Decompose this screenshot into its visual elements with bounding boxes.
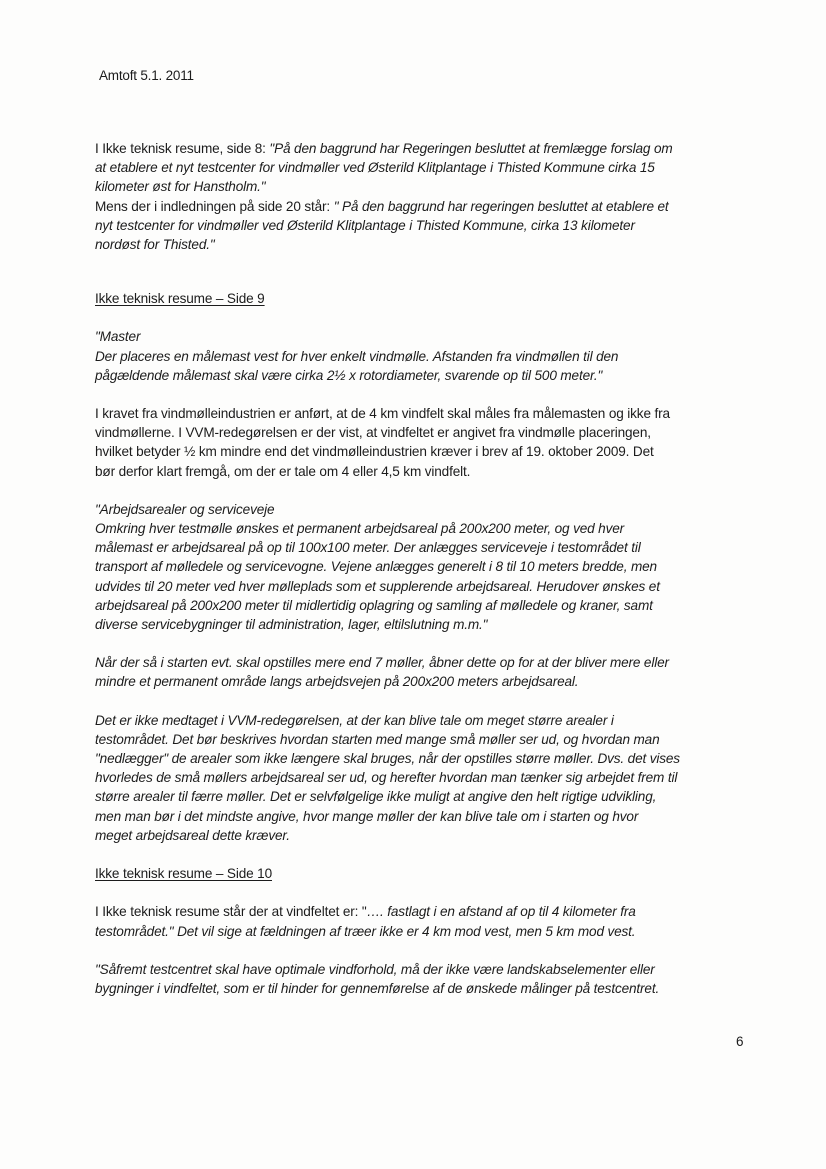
lead-text: Mens der i indledningen på side 20 står:: [95, 198, 334, 214]
document-body: [95, 139, 755, 998]
quote-line: Omkring hver testmølle ønskes et permanent arbejdsareal på 200x200 meter, og ved hver: [95, 521, 625, 537]
quote-text: …. fastlagt i en afstand af op til 4 kilometer fra: [366, 904, 636, 920]
text-line: hvorledes de små møllers arbejdsareal ser ud, og herefter hvordan man tænker sig arbejdet frem til: [95, 770, 678, 786]
page-number: 6: [736, 1034, 744, 1049]
quote-text: testområdet.": [95, 923, 174, 939]
text-line: I kravet fra vindmølleindustrien er anført, at de 4 km vindfelt skal måles fra målemasten og ikke fra: [95, 406, 670, 422]
text-line: større arealer til færre møller. Det er selvfølgelige ikke muligt at angive den helt rigtige udvikling,: [95, 789, 657, 805]
quote-line: at etablere et nyt testcenter for vindmøller ved Østerild Klitplantage i Thisted Kommune cirka 15: [95, 160, 655, 176]
text-line: testområdet. Det bør beskrives hvordan starten med mange små møller ser ud, og hvordan man: [95, 731, 660, 747]
quote-line: kilometer øst for Hanstholm.": [95, 179, 266, 195]
lead-text: I Ikke teknisk resume, side 8:: [95, 141, 270, 156]
paragraph-vindfelt: [95, 404, 755, 481]
quote-master: [95, 327, 755, 385]
quote-line: arbejdsareal på 200x200 meter til midlertidig oplagring og samling af mølledele og kraner, samt: [95, 597, 653, 613]
text-line: vindmøllerne. I VVM-redegørelsen er der vist, at vindfeltet er angivet fra vindmølle placeringen,: [95, 425, 651, 441]
text-line: "nedlægger" de arealer som ikke længere skal bruges, når der opstilles større møller. Dvs. det vises: [95, 751, 680, 767]
quote-arbejdsarealer: [95, 500, 755, 634]
document-header: Amtoft 5.1. 2011: [99, 68, 194, 83]
text-line: bør derfor klart fremgå, om der er tale om 4 eller 4,5 km vindfelt.: [95, 463, 471, 479]
section-heading-side-10: Ikke teknisk resume – Side 10: [95, 866, 272, 882]
quote-line: målemast er arbejdsareal på op til 100x100 meter. Der anlægges serviceveje i testområdet til: [95, 540, 641, 556]
quote-line: bygninger i vindfeltet, som er til hinder for gennemførelse af de ønskede målinger på testcentret.: [95, 980, 660, 996]
paragraph-side-8: [95, 139, 755, 197]
quote-line: Der placeres en målemast vest for hver enkelt vindmølle. Afstanden fra vindmøllen til den: [95, 348, 619, 364]
paragraph-arealer: [95, 711, 755, 845]
comment-text: Det vil sige at fældningen af træer ikke er 4 km mod vest, men 5 km mod vest.: [173, 923, 636, 939]
quote-line: nyt testcenter for vindmøller ved Østerild Klitplantage i Thisted Kommune, cirka 13 kilometer: [95, 217, 635, 233]
quote-text: " På den baggrund har regeringen besluttet at etablere et: [333, 198, 669, 214]
quote-title: "Master: [95, 329, 141, 345]
text-line: hvilket betyder ½ km mindre end det vindmølleindustrien kræver i brev af 19. oktober 2009. Det: [95, 444, 654, 460]
section-heading-side-9: Ikke teknisk resume – Side 9: [95, 291, 265, 307]
text-line: mindre et permanent område langs arbejdsvejen på 200x200 meters arbejdsareal.: [95, 674, 579, 690]
text-line: Det er ikke medtaget i VVM-redegørelsen, at der kan blive tale om meget større arealer i: [95, 712, 614, 728]
paragraph-opstilling: [95, 653, 755, 691]
paragraph-side-10: [95, 902, 755, 940]
quote-vindforhold: [95, 960, 755, 998]
text-line: [95, 922, 755, 941]
quote-line: nordøst for Thisted.": [95, 237, 215, 253]
lead-text: I Ikke teknisk resume står der at vindfeltet er: ": [95, 904, 367, 920]
quote-text: "På den baggrund har Regeringen besluttet at fremlægge forslag om: [269, 141, 673, 156]
text-line: [95, 902, 755, 921]
quote-line: udvides til 20 meter ved hver møllеplads som et supplerende arbejdsareal. Herudover ønskes et: [95, 578, 660, 594]
quote-title: "Arbejdsarealer og serviceveje: [95, 501, 275, 517]
text-line: meget arbejdsareal dette kræver.: [95, 827, 290, 843]
quote-line: diverse servicebygninger til administration, lager, eltilslutning m.m.": [95, 617, 488, 633]
quote-line: pågældende målemast skal være cirka 2½ x rotordiameter, svarende op til 500 meter.": [95, 367, 603, 383]
text-line: Når der så i starten evt. skal opstilles mere end 7 møller, åbner dette op for at der bliver mere eller: [95, 655, 669, 671]
quote-line: transport af mølledele og servicevogne. Vejene anlægges generelt i 8 til 10 meters bredde, men: [95, 559, 657, 575]
text-line: men man bør i det mindste angive, hvor mange møller der kan blive tale om i starten og hvor: [95, 808, 639, 824]
text-line: [95, 197, 755, 216]
quote-line: "Såfremt testcentret skal have optimale vindforhold, må der ikke være landskabselementer eller: [95, 961, 655, 977]
text-line: [95, 139, 755, 158]
paragraph-side-20: [95, 197, 755, 255]
